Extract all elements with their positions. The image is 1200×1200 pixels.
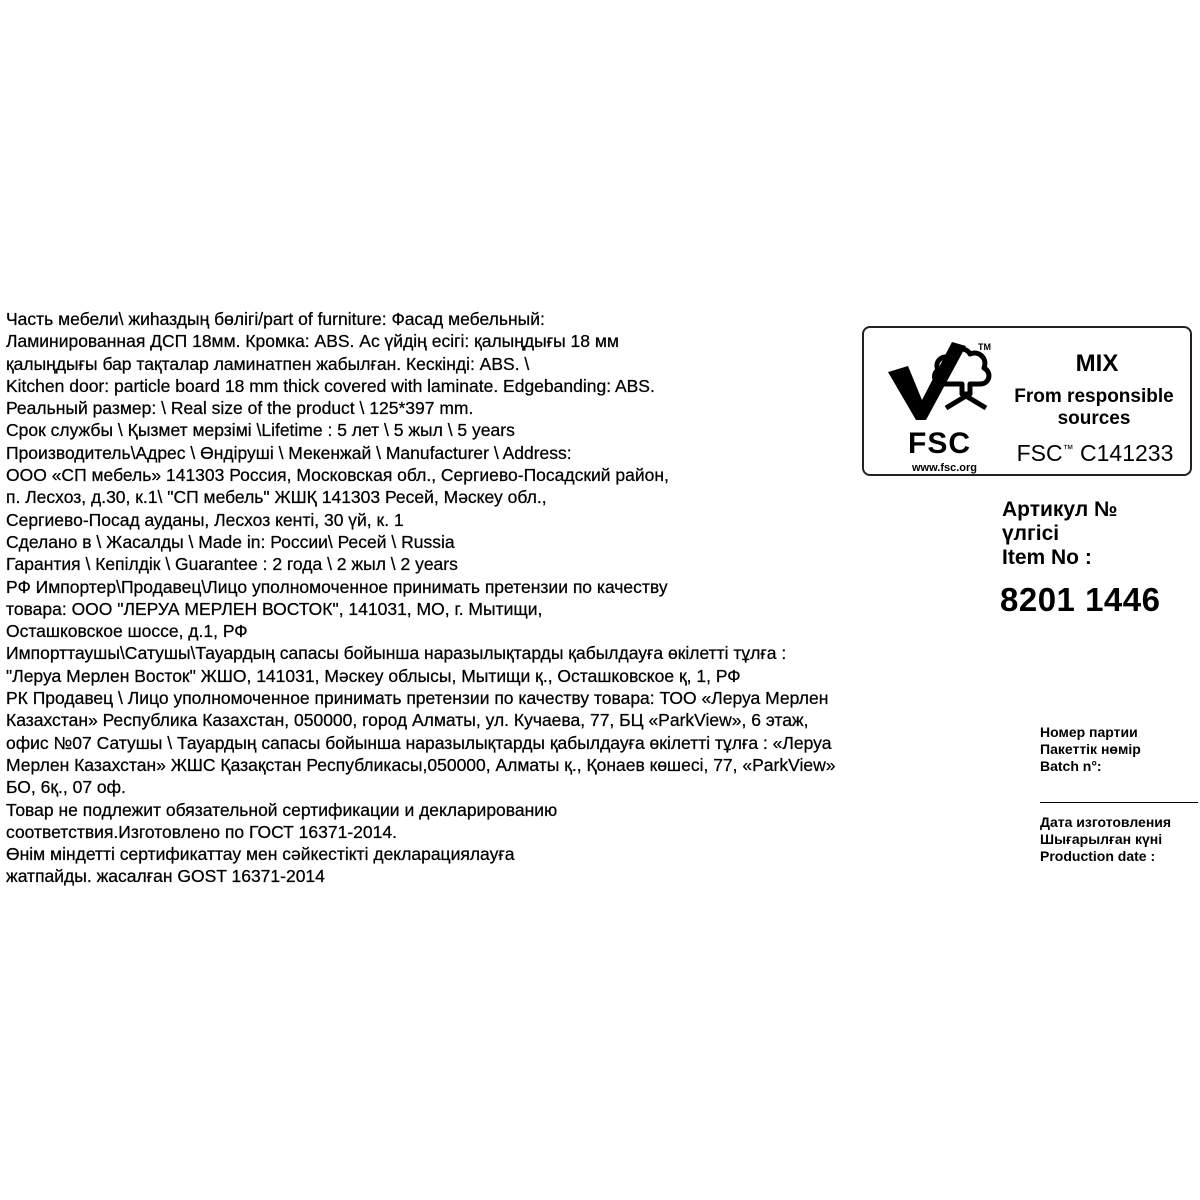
text-line: офис №07 Сатушы \ Тауардың сапасы бойынша наразылықтарды қабылдауға өкілетті тұлға : «Леруа bbox=[6, 732, 832, 753]
text-line: Сергиево-Посад ауданы, Лесхоз кенті, 30 үй, к. 1 bbox=[6, 509, 404, 530]
text-line: Осташковское шоссе, д.1, РФ bbox=[6, 621, 248, 642]
text-line: Срок службы \ Қызмет мерзімі \Lifetime : 5 лет \ 5 жыл \ 5 years bbox=[6, 420, 515, 441]
text-line: РФ Импортер\Продавец\Лицо уполномоченное принимать претензии по качеству bbox=[6, 576, 668, 597]
text-line: жатпайды. жасалған GOST 16371-2014 bbox=[6, 866, 325, 887]
batch-label-ru: Номер партии bbox=[1040, 724, 1138, 740]
text-line: "Леруа Мерлен Восток" ЖШО, 141031, Мәскеу облысы, Мытищи қ., Осташковское қ, 1, РФ bbox=[6, 665, 741, 686]
text-line: Мерлен Казахстан» ЖШС Қазақстан Республикасы,050000, Алматы қ., Қонаев көшесі, 77, «ParkView» bbox=[6, 754, 836, 775]
fsc-logo-trademark: TM bbox=[978, 342, 991, 352]
batch-label-en: Batch n°: bbox=[1040, 758, 1102, 774]
fsc-url: www.fsc.org bbox=[912, 462, 977, 474]
text-line: Kitchen door: particle board 18 mm thick covered with laminate. Edgebanding: ABS. bbox=[6, 375, 655, 396]
fsc-responsible-sources: From responsible sources bbox=[1014, 386, 1174, 429]
fsc-code-trademark: ™ bbox=[1062, 443, 1074, 456]
text-line: Реальный размер: \ Real size of the product \ 125*397 mm. bbox=[6, 398, 474, 419]
text-line: РК Продавец \ Лицо уполномоченное принимать претензии по качеству товара: ТОО «Леруа Мерлен bbox=[6, 688, 829, 709]
text-line: БО, 6қ., 07 оф. bbox=[6, 777, 126, 798]
fsc-mix-label: MIX bbox=[1075, 350, 1119, 377]
text-line: соответствия.Изготовлено по ГОСТ 16371-2014. bbox=[6, 821, 397, 842]
fsc-license-code bbox=[998, 440, 1192, 467]
production-label-ru: Дата изготовления bbox=[1040, 814, 1172, 830]
fsc-logo bbox=[882, 336, 994, 476]
production-label-kz: Шығарылған күні bbox=[1040, 831, 1163, 847]
text-line: товара: ООО "ЛЕРУА МЕРЛЕН ВОСТОК", 141031, МО, г. Мытищи, bbox=[6, 598, 543, 619]
text-line: Часть мебели\ жиһаздың бөлігі/part of furniture: Фасад мебельный: bbox=[6, 309, 545, 329]
article-label bbox=[1002, 498, 1117, 570]
text-line: қалыңдығы бар тақталар ламинатпен жабылған. Кескінді: ABS. \ bbox=[6, 353, 530, 374]
fsc-code-prefix: FSC bbox=[1016, 440, 1063, 466]
text-line: Гарантия \ Кепілдік \ Guarantee : 2 года \ 2 жыл \ 2 years bbox=[6, 554, 458, 575]
article-label-en: Item No : bbox=[1002, 546, 1092, 569]
text-line: Ламинированная ДСП 18мм. Кромка: ABS. Ас үйдің есігі: қалыңдығы 18 мм bbox=[6, 331, 619, 352]
text-line: Производитель\Адрес \ Өндіруші \ Мекенжай \ Manufacturer \ Address: bbox=[6, 442, 572, 463]
production-date-label bbox=[1040, 814, 1171, 865]
fsc-logo-word: FSC bbox=[908, 427, 971, 460]
text-line: Казахстан» Республика Казахстан, 050000, город Алматы, ул. Кучаева, 77, БЦ «ParkView», 6 этаж, bbox=[6, 710, 809, 731]
text-line: Импорттаушы\Сатушы\Тауардың сапасы бойынша наразылықтарды қабылдауға өкілетті тұлға : bbox=[6, 643, 787, 664]
text-line: Өнім міндетті сертификаттау мен сәйкестікті декларациялауға bbox=[6, 844, 515, 865]
batch-divider bbox=[1040, 802, 1198, 803]
production-label-en: Production date : bbox=[1040, 848, 1156, 864]
article-label-kz: үлгісі bbox=[1002, 522, 1060, 545]
batch-label-kz: Пакеттік нөмір bbox=[1040, 741, 1141, 757]
fsc-code-value: C141233 bbox=[1080, 440, 1174, 466]
article-label-ru: Артикул № bbox=[1002, 498, 1118, 521]
fsc-certification-box bbox=[862, 326, 1192, 476]
text-line: Сделано в \ Жасалды \ Made in: России\ Ресей \ Russia bbox=[6, 531, 455, 552]
text-line: Товар не подлежит обязательной сертификации и декларированию bbox=[6, 799, 558, 820]
batch-label bbox=[1040, 724, 1141, 775]
text-line: ООО «СП мебель» 141303 Россия, Московская обл., Сергиево-Посадский район, bbox=[6, 465, 669, 486]
text-line: п. Лесхоз, д.30, к.1\ "СП мебель" ЖШҚ 141303 Ресей, Мәскеу обл., bbox=[6, 487, 547, 508]
article-number: 8201 1446 bbox=[1000, 581, 1161, 618]
